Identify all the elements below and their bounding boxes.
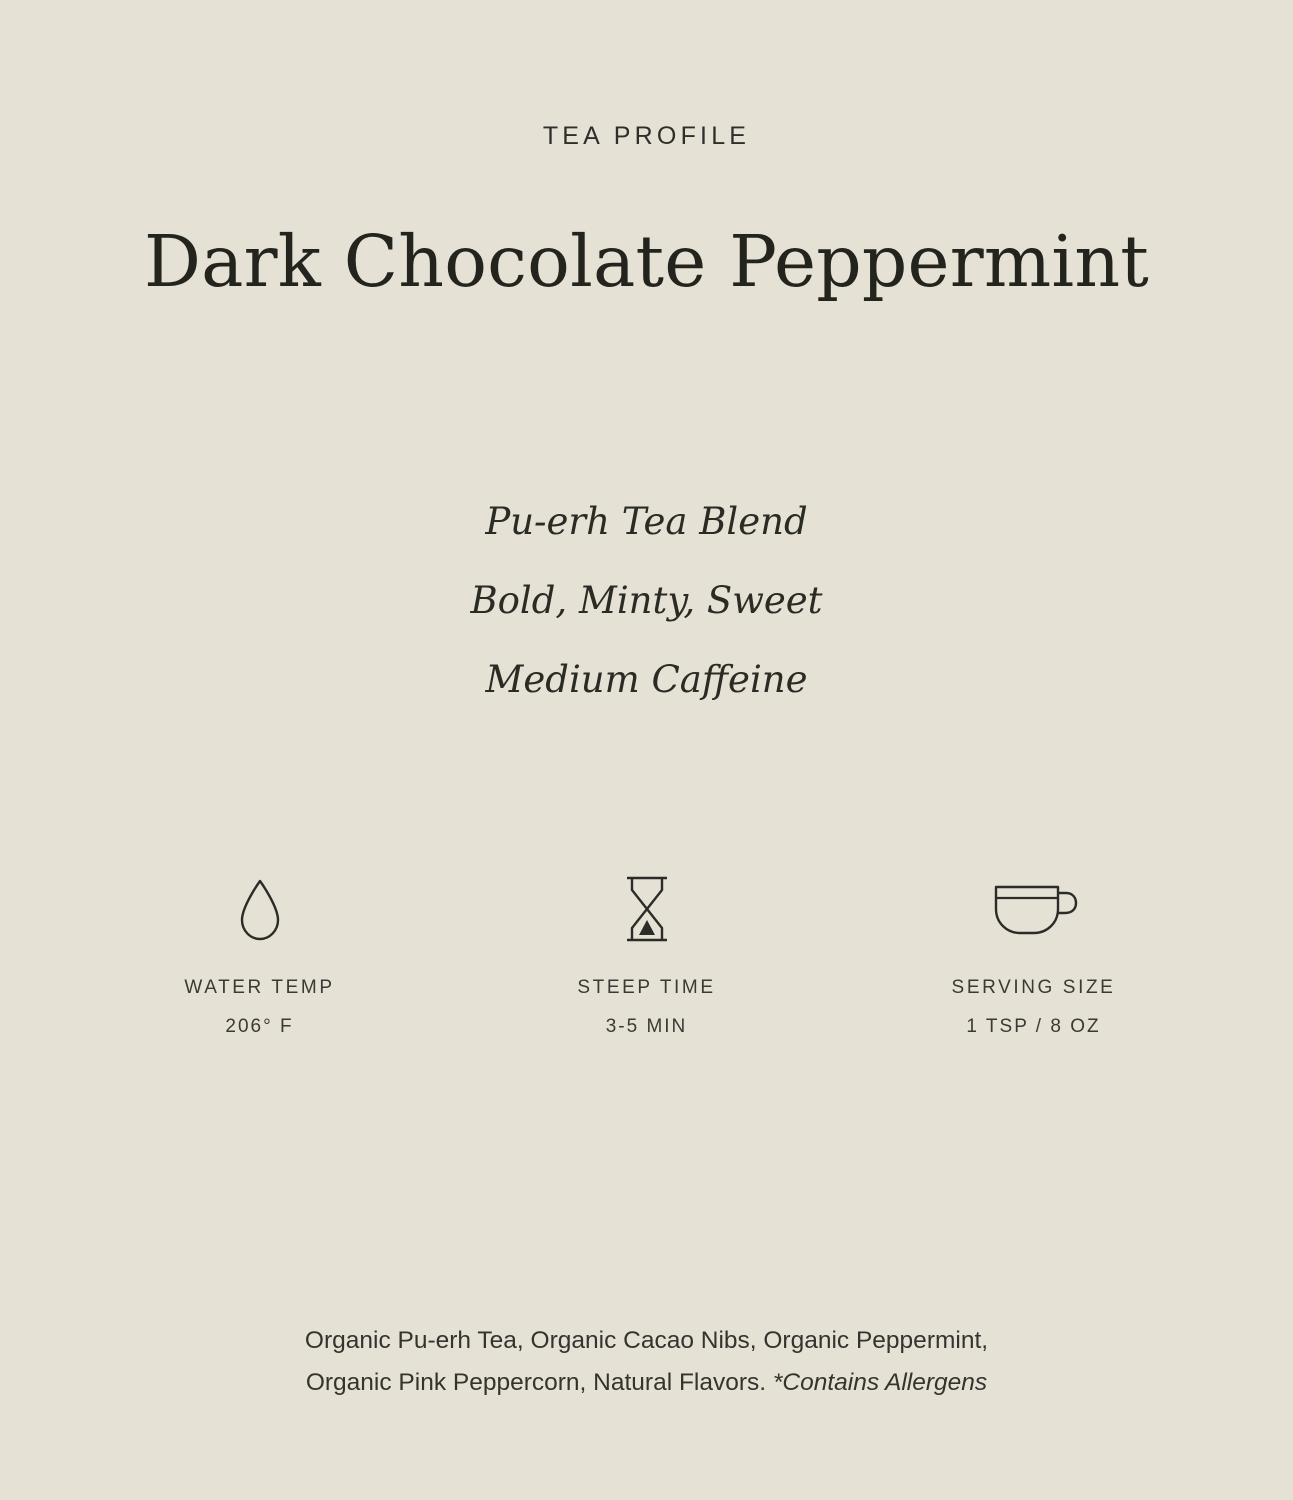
- brew-label-steep-time: STEEP TIME: [577, 977, 716, 999]
- brew-label-water-temp: WATER TEMP: [184, 977, 335, 999]
- brew-value-serving-size: 1 TSP / 8 OZ: [966, 1016, 1101, 1038]
- allergen-note: *Contains Allergens: [772, 1369, 988, 1397]
- attribute-list: [470, 500, 823, 702]
- eyebrow-label: TEA PROFILE: [542, 122, 751, 150]
- brewing-instructions: [0, 873, 1293, 1038]
- water-drop-icon: [234, 873, 286, 945]
- hourglass-icon: [615, 873, 679, 945]
- brew-value-steep-time: 3-5 MIN: [605, 1016, 688, 1038]
- attribute-caffeine: Medium Caffeine: [485, 658, 808, 702]
- ingredients-line-1: Organic Pu-erh Tea, Organic Cacao Nibs, Organic Peppermint,: [304, 1327, 989, 1354]
- page-title: Dark Chocolate Peppermint: [144, 220, 1149, 303]
- brew-item-serving-size: [929, 873, 1139, 1038]
- attribute-blend: Pu-erh Tea Blend: [485, 500, 808, 544]
- teacup-icon: [986, 873, 1082, 945]
- ingredients-line-2: [0, 1362, 1293, 1404]
- brew-value-water-temp: 206° F: [225, 1016, 294, 1038]
- brew-label-serving-size: SERVING SIZE: [951, 977, 1116, 999]
- ingredients-line-2-text: Organic Pink Peppercorn, Natural Flavors.: [305, 1369, 773, 1397]
- brew-item-steep-time: [542, 873, 752, 1038]
- attribute-flavor: Bold, Minty, Sweet: [470, 579, 823, 623]
- ingredients-text: [0, 1320, 1293, 1404]
- brew-item-water-temp: [155, 873, 365, 1038]
